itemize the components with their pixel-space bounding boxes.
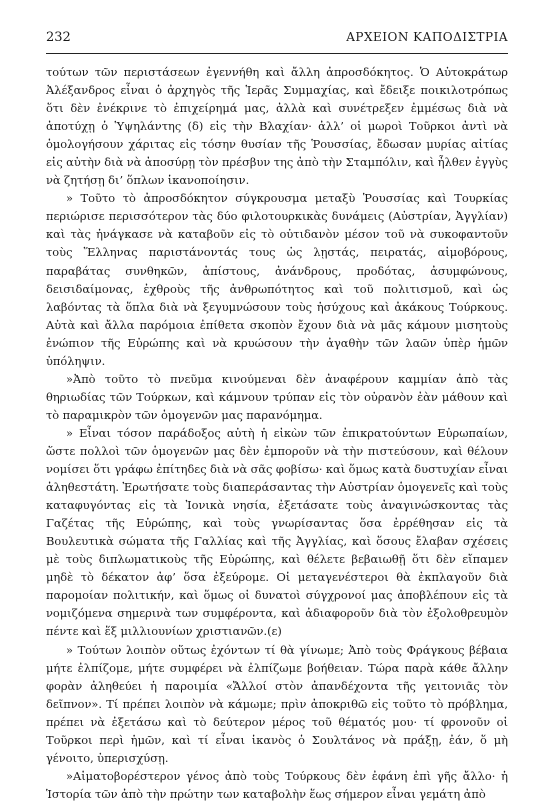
paragraph: »Αἱματοβορέστερον γένος ἀπὸ τοὺς Τούρκους δὲν ἐφάνη ἐπὶ γῆς ἄλλο· ἡ Ἱστορία τῶν ἀπὸ τὴν πρώτην των καταβολὴν ἕως σήμερον εἶναι γεμάτη ἀπὸ xyxy=(46,768,508,801)
page-number: 232 xyxy=(46,30,71,45)
page-header xyxy=(46,30,508,50)
paragraph: τούτων τῶν περιστάσεων ἐγεννήθη καὶ ἄλλη ἀπροσδόκητος. Ὁ Αὐτοκράτωρ Ἀλέξανδρος εἶναι ὁ ἀρχηγὸς τῆς Ἱερᾶς Συμμαχίας, καὶ ἔδειξε ποικιλοτρόπως ὅτι δὲν ἐνέκρινε τὸ ἐπιχείρημά μας, ἀλλὰ καὶ συνέτρεξεν ἐμμέσως διὰ νὰ ἀποτύχῃ ὁ Ὑψηλάντης (δ) εἰς τὴν Βλαχίαν· ἀλλ’ οἱ μωροὶ Τοῦρκοι ἀντὶ νὰ ὁμολογήσουν χάριτας εἰς τόσην θυσίαν τῆς Ῥουσσίας, ἔδωσαν μυρίας αἰτίας εἰς αὐτὴν διὰ νὰ ἀποσύρῃ τὸν πρέσβυν της ἀπὸ τὴν Σταμπόλιν, καὶ ἦλθεν ἐγγὺς νὰ ζητήσῃ δι’ ὅπλων ἱκανοποίησιν. xyxy=(46,65,508,188)
paragraph: » Τοῦτο τὸ ἀπροσδόκητον σύγκρουσμα μεταξὺ Ῥουσσίας καὶ Τουρκίας περιώρισε περισσότερον τὰς δύο φιλοτουρκικὰς δυνάμεις (Αὐστρίαν, Ἀγγλίαν) καὶ τὰς ἠνάγκασε νὰ καταβοῦν εἰς τὸ οὐτιδανὸν μέσον τοῦ νὰ συκοφαντοῦν τοὺς Ἕλληνας παριστάνοντάς τους ὡς λῃστάς, πειρατάς, αἱμοβόρους, παραβάτας συνθηκῶν, ἀπίστους, ἀνάνδρους, προδότας, ἀσυμφώνους, δεισιδαίμονας, ἐχθροὺς τῆς ἀνθρωπότητος καὶ τοῦ πολιτισμοῦ, καὶ ὡς λαβόντας τὰ ὅπλα διὰ νὰ ξεγυμνώσουν τοὺς ἡσύχους καὶ ἀκάκους Τούρκους. Αὐτὰ καὶ ἄλλα παρόμοια ἐπίθετα σκοπὸν ἔχουν διὰ νὰ μᾶς κάμουν μισητοὺς ἐνώπιον τῆς Εὐρώπης καὶ νὰ κρυώσουν τὴν ἀγαθὴν τῶν λαῶν ὑπὲρ ἡμῶν ὑπόληψιν. xyxy=(46,191,508,368)
paragraph: »Ἀπὸ τοῦτο τὸ πνεῦμα κινούμεναι δὲν ἀναφέρουν καμμίαν ἀπὸ τὰς θηριωδίας τῶν Τούρκων, καὶ κάμνουν τρύπαν εἰς τὸν οὐρανὸν ἐὰν μάθουν καὶ τὸ παραμικρὸν τῶν ὁμογενῶν μας παρανόμημα. xyxy=(46,371,508,422)
running-title: ΑΡΧΕΙΟΝ ΚΑΠΟΔΙΣΤΡΙΑ xyxy=(346,30,508,44)
page-body xyxy=(46,63,508,803)
header-rule xyxy=(46,53,508,54)
paragraph: » Εἶναι τόσον παράδοξος αὐτὴ ἡ εἰκὼν τῶν ἐπικρατούντων Εὐρωπαίων, ὥστε πολλοὶ τῶν ὁμογενῶν μας δὲν ἐμποροῦν νὰ τὴν πιστεύσουν, καὶ θέλουν νομίσει ὅτι γράφω ἐπίτηδες διὰ νὰ σᾶς φοβίσω· καὶ ὅμως κατὰ δυστυχίαν εἶναι ἀληθεστάτη. Ἐρωτήσατε τοὺς διαπεράσαντας τὴν Αὐστρίαν ὁμογενεῖς καὶ τοὺς καταφυγόντας εἰς τὰ Ἰονικὰ νησία, ἐξετάσατε τοὺς ἀναγινώσκοντας τὰς Γαζέτας τῆς Εὐρώπης, καὶ τοὺς γνωρίσαντας ὅσα ἐρρέθησαν εἰς τὰ Βουλευτικὰ σώματα τῆς Γαλλίας καὶ τῆς Ἀγγλίας, καὶ ὅσους ἔλαβαν σχέσεις μὲ τοὺς διπλωματικοὺς τῆς Εὐρώπης, καὶ θέλετε βεβαιωθῇ ὅτι δὲν εἴπαμεν μηδὲ τὸ δέκατον ἀφ’ ὅσα ἐξεύρομε. Οἱ μεταγενέστεροι θὰ ἐκπλαγοῦν διὰ παρομοίαν πολιτικήν, καὶ ὅμως οἱ δυνατοὶ σύγχρονοί μας ἀποβλέπουν εἰς τὰ νομιζόμενα σημερινὰ των συμφέροντα, καὶ ἀδιαφοροῦν διὰ τὸν ἐξολοθρευμὸν πέντε καὶ ἕξ μιλλιουνίων χριστιανῶν.(ε) xyxy=(46,425,508,639)
paragraph: » Τούτων λοιπὸν οὕτως ἐχόντων τί θὰ γίνωμε; Ἀπὸ τοὺς Φράγκους βέβαια μήτε ἐλπίζομε, μήτε συμφέρει νὰ ἐλπίζωμε βοήθειαν. Τώρα παρὰ κάθε ἄλλην φορὰν ἀληθεύει ἡ παροιμία «Ἄλλοί στὸν ἀπανδέχοντα τῆς γειτονιᾶς τὸν δεῖπνον». Τί πρέπει λοιπὸν νὰ κάμωμε; πρὶν ἀποκριθῶ εἰς τοῦτο τὸ πρόβλημα, πρέπει νὰ ἐξετάσω καὶ τὸ δεύτερον μέρος τοῦ θέματός μου· τί φρονοῦν οἱ Τοῦρκοι περὶ ἡμῶν, καὶ τί εἶναι ἱκανὸς ὁ Σουλτάνος νὰ πράξῃ, ἐάν, ὅ μὴ γένοιτο, ὑπερισχύσῃ. xyxy=(46,642,508,765)
